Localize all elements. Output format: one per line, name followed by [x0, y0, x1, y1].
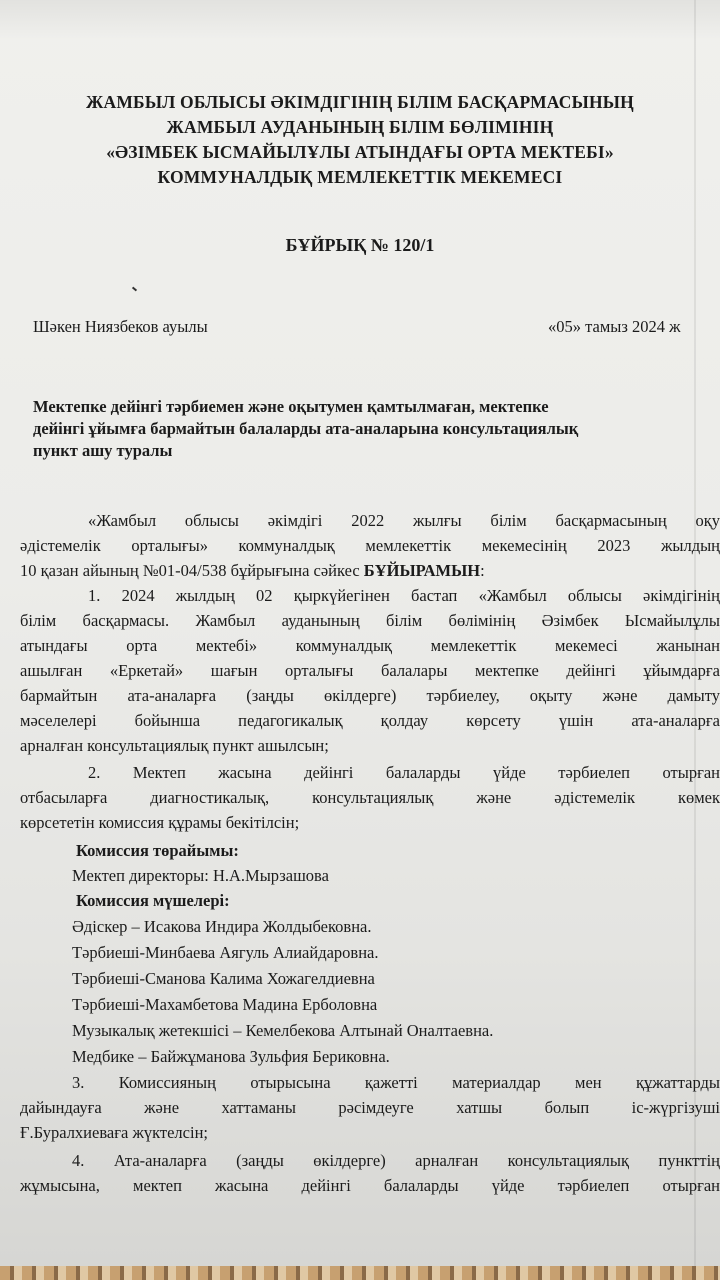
- preamble-line-3: [20, 560, 720, 582]
- member-item: Тәрбиеші-Махамбетова Мадина Ерболовна: [72, 995, 378, 1014]
- subject-line-1: Мектепке дейінгі тәрбиемен және оқытумен қамтылмаған, мектепке: [33, 397, 549, 416]
- order-word: БҰЙЫРАМЫН: [363, 561, 481, 580]
- item3-line-1: 3. Комиссияның отырысына қажетті материалдар мен құжаттарды: [72, 1073, 720, 1092]
- item1-line-5: бармайтын ата-аналарға (заңды өкілдерге) тәрбиелеу, оқыту және дамыту: [20, 686, 720, 705]
- preamble-text: 10 қазан айының №01-04/538 бұйрығына сәйкес: [20, 561, 360, 580]
- institution-header: [0, 90, 720, 190]
- member-item: Тәрбиеші-Сманова Калима Хожагелдиевна: [72, 969, 375, 988]
- subject-line-2: дейінгі ұйымға бармайтын балаларды ата-аналарына консультациялық: [33, 419, 579, 438]
- item3-line-2: дайындауға және хаттаманы рәсімдеуге хатшы болып іс-жүргізуші: [20, 1098, 720, 1117]
- item1-line-1: 1. 2024 жылдың 02 қыркүйегінен бастап «Жамбыл облысы әкімдігінің: [88, 586, 720, 605]
- preamble-line-2: әдістемелік орталығы» коммуналдық мемлекеттік мекемесінің 2023 жылдың: [20, 536, 720, 555]
- item4-line-2: жұмысына, мектеп жасына дейінгі балаларды үйде тәрбиелеп отырған: [20, 1176, 720, 1195]
- subject-line-3: пункт ашу туралы: [33, 441, 173, 460]
- item1-line-6: мәселелері бойынша педагогикалық қолдау көрсету үшін ата-аналарға: [20, 711, 720, 730]
- background-edge: [0, 1266, 720, 1280]
- preamble-line-1: «Жамбыл облысы әкімдігі 2022 жылғы білім басқармасының оқу: [88, 511, 720, 530]
- item4-line-1: 4. Ата-аналарға (заңды өкілдерге) арналған консультациялық пункттің: [72, 1151, 720, 1170]
- header-line-3: «ӘЗІМБЕК ЫСМАЙЫЛҰЛЫ АТЫНДАҒЫ ОРТА МЕКТЕБІ»: [106, 142, 614, 162]
- item1-line-4: ашылған «Еркетай» шағын орталығы балалары мектепке дейінгі ұйымдарға: [20, 661, 720, 680]
- chair-name: Мектеп директоры: Н.А.Мырзашова: [72, 866, 329, 885]
- item2-line-2: отбасыларға диагностикалық, консультациялық және әдістемелік көмек: [20, 788, 720, 807]
- place-name: Шәкен Ниязбеков ауылы: [33, 317, 208, 336]
- item1-line-7: арналған консультациялық пункт ашылсын;: [20, 736, 329, 755]
- item2-line-1: 2. Мектеп жасына дейінгі балаларды үйде тәрбиелеп отырған: [88, 763, 720, 782]
- member-item: Әдіскер – Исакова Индира Жолдыбековна.: [72, 917, 372, 936]
- order-subject: [33, 396, 713, 462]
- paper-shadow: [0, 0, 720, 40]
- preamble-colon: :: [480, 561, 485, 580]
- member-item: Музыкалық жетекшісі – Кемелбекова Алтынай Оналтаевна.: [72, 1021, 494, 1040]
- chair-label: Комиссия төрайымы:: [76, 841, 239, 860]
- item1-line-2: білім басқармасы. Жамбыл ауданының білім бөлімінің Әзімбек Ысмайылұлы: [20, 611, 720, 630]
- item2-line-3: көрсететін комиссия құрамы бекітілсін;: [20, 813, 300, 832]
- pen-mark: [132, 287, 137, 292]
- order-title: БҰЙРЫҚ № 120/1: [285, 235, 435, 255]
- header-line-4: КОММУНАЛДЫҚ МЕМЛЕКЕТТІК МЕКЕМЕСІ: [157, 167, 563, 187]
- header-line-1: ЖАМБЫЛ ОБЛЫСЫ ӘКІМДІГІНІҢ БІЛІМ БАСҚАРМАСЫНЫҢ: [85, 92, 634, 112]
- member-item: Медбике – Байжұманова Зульфия Бериковна.: [72, 1047, 390, 1066]
- item3-line-3: Ғ.Буралхиеваға жүктелсін;: [20, 1123, 208, 1142]
- order-date: «05» тамыз 2024 ж: [548, 317, 681, 336]
- member-item: Тәрбиеші-Минбаева Аягуль Алиайдаровна.: [72, 943, 379, 962]
- header-line-2: ЖАМБЫЛ АУДАНЫНЫҢ БІЛІМ БӨЛІМІНІҢ: [166, 117, 554, 137]
- members-label: Комиссия мүшелері:: [76, 891, 230, 910]
- item1-line-3: атындағы орта мектебі» коммуналдық мемлекеттік мекемесі жанынан: [20, 636, 720, 655]
